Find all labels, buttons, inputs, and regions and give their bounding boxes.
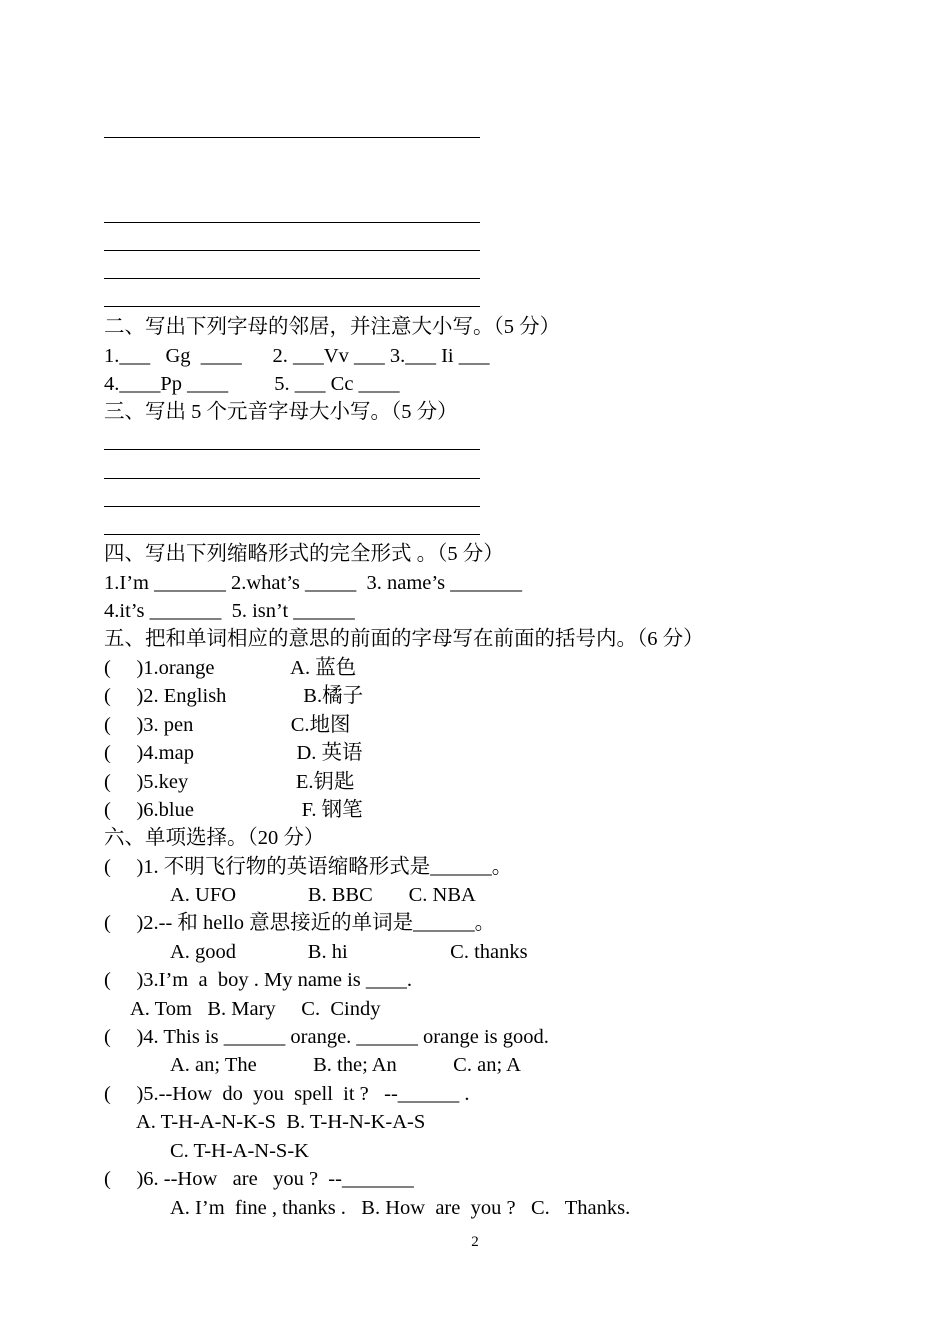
page-number: 2 <box>471 1234 479 1250</box>
answer-options: A. good B. hi C. thanks <box>170 941 528 963</box>
answer-line <box>104 478 480 479</box>
answer-line <box>104 250 480 251</box>
answer-line <box>104 306 480 307</box>
question-line: 1.I’m _______ 2.what’s _____ 3. name’s _______ <box>104 572 522 594</box>
question-line: 1.___ Gg ____ 2. ___Vv ___ 3.___ Ii ___ <box>104 345 490 367</box>
question-line: 4.____Pp ____ 5. ___ Cc ____ <box>104 373 400 395</box>
section-6-heading: 六、单项选择。（20 分） <box>104 827 325 849</box>
answer-line <box>104 222 480 223</box>
answer-line <box>104 449 480 450</box>
answer-options: A. I’m fine , thanks . B. How are you ? C. Thanks. <box>170 1197 631 1219</box>
matching-item: ( )1.orange A. 蓝色 <box>104 657 357 679</box>
answer-line <box>104 534 480 535</box>
answer-options: A. an; The B. the; An C. an; A <box>170 1054 521 1076</box>
matching-item: ( )2. English B.橘子 <box>104 685 364 707</box>
question-line: ( )6. --How are you ? --_______ <box>104 1168 414 1190</box>
answer-options: A. UFO B. BBC C. NBA <box>170 884 476 906</box>
answer-options: A. T-H-A-N-K-S B. T-H-N-K-A-S <box>136 1111 426 1133</box>
matching-item: ( )6.blue F. 钢笔 <box>104 799 363 821</box>
answer-line <box>104 506 480 507</box>
answer-options: C. T-H-A-N-S-K <box>170 1140 309 1162</box>
question-line: ( )4. This is ______ orange. ______ orange is good. <box>104 1026 549 1048</box>
question-line: 4.it’s _______ 5. isn’t ______ <box>104 600 355 622</box>
answer-line <box>104 137 480 138</box>
matching-item: ( )5.key E.钥匙 <box>104 771 355 793</box>
question-line: ( )5.--How do you spell it ? --______ . <box>104 1083 470 1105</box>
section-4-heading: 四、写出下列缩略形式的完全形式 。（5 分） <box>104 543 504 565</box>
question-line: ( )1. 不明飞行物的英语缩略形式是______。 <box>104 856 513 878</box>
section-2-heading: 二、写出下列字母的邻居，并注意大小写。（5 分） <box>104 316 561 338</box>
question-line: ( )3.I’m a boy . My name is ____. <box>104 969 413 991</box>
matching-item: ( )3. pen C.地图 <box>104 714 351 736</box>
matching-item: ( )4.map D. 英语 <box>104 742 363 764</box>
section-3-heading: 三、写出 5 个元音字母大小写。（5 分） <box>104 401 458 423</box>
question-line: ( )2.-- 和 hello 意思接近的单词是______。 <box>104 912 496 934</box>
section-5-heading: 五、把和单词相应的意思的前面的字母写在前面的括号内。（6 分） <box>104 628 704 650</box>
answer-line <box>104 278 480 279</box>
answer-options: A. Tom B. Mary C. Cindy <box>130 998 381 1020</box>
